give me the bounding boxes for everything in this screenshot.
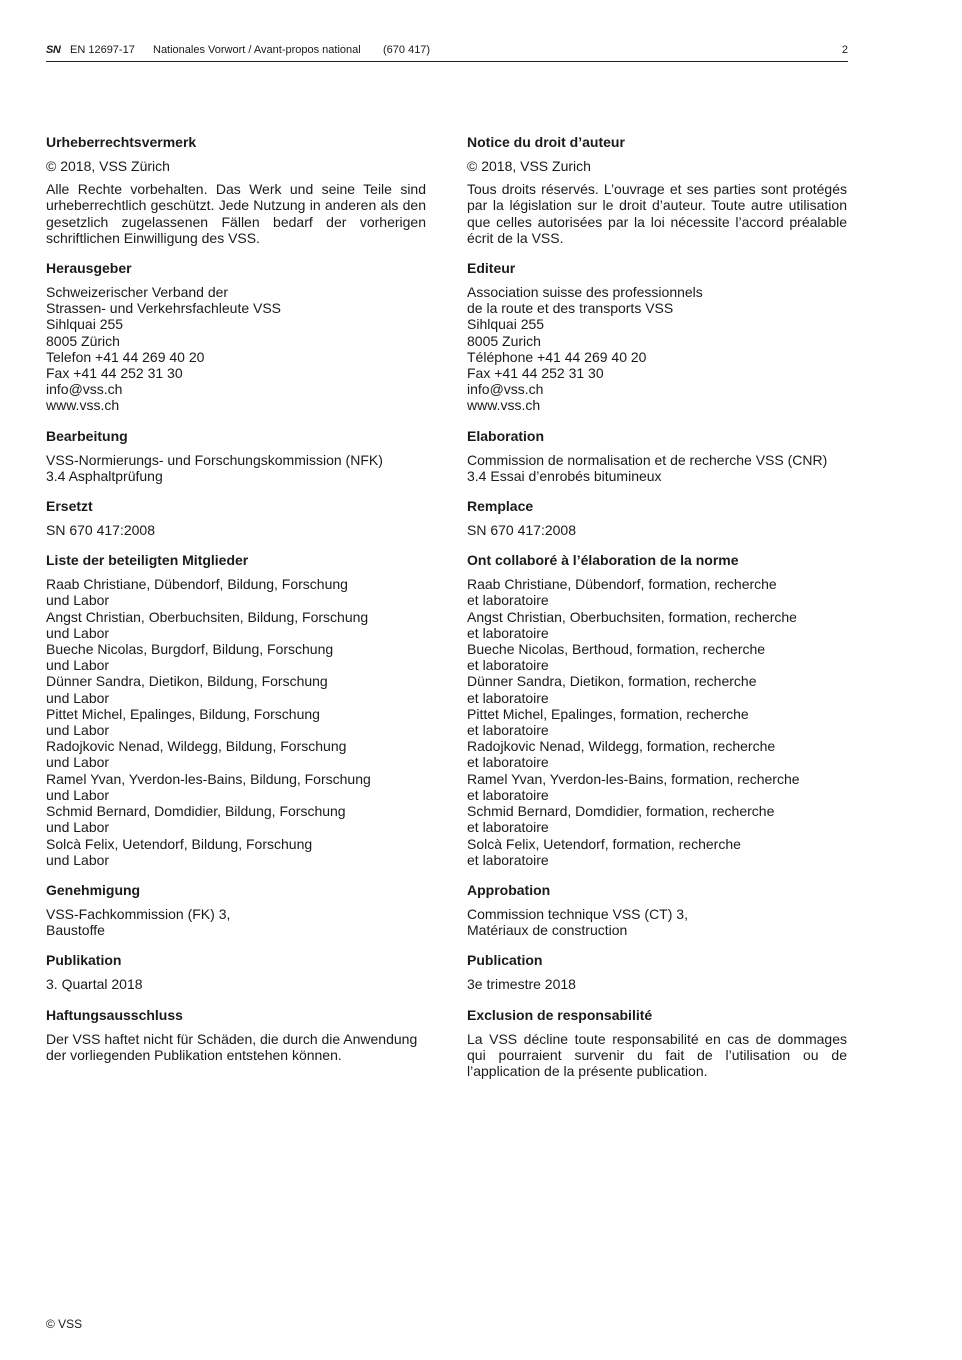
text-line: und Labor (46, 786, 110, 803)
disclaimer-section-de (46, 1007, 426, 1063)
page-number: 2 (841, 44, 848, 56)
text-line: info@vss.ch (46, 381, 123, 398)
text-line: et laboratoire (467, 851, 549, 868)
text-line: Sihlquai 255 (467, 316, 545, 333)
approval-section-de (46, 882, 426, 938)
section-heading: Bearbeitung (46, 427, 128, 444)
text-line: 3.4 Asphaltprüfung (46, 467, 163, 484)
section-heading: Genehmigung (46, 881, 141, 898)
copyright-section-de (46, 134, 426, 246)
text-line: Association suisse des professionnels (467, 284, 703, 301)
text-line: 3. Quartal 2018 (46, 976, 143, 993)
text-line: und Labor (46, 657, 110, 674)
text-line: und Labor (46, 851, 110, 868)
replaces-lines (467, 522, 847, 538)
text-line: 8005 Zürich (46, 332, 120, 349)
editing-section-fr (467, 428, 847, 484)
text-line: info@vss.ch (467, 381, 544, 398)
text-line: et laboratoire (467, 689, 549, 706)
copyright-text: Tous droits réservés. L’ouvrage et ses parties sont protégés par la législation sur le droit d’auteur. Toute autre utilisation que celles autorisées par la loi nécessite l’accord préalable écrit de la VSS. (467, 181, 847, 246)
text-line: 3.4 Essai d’enrobés bitumineux (467, 467, 662, 484)
section-heading: Haftungsausschluss (46, 1006, 183, 1023)
text-line: Fax +41 44 252 31 30 (467, 365, 604, 382)
text-line: Bueche Nicolas, Berthoud, formation, recherche (467, 641, 766, 658)
text-line: Strassen- und Verkehrsfachleute VSS (46, 300, 282, 317)
publisher-section-de (46, 260, 426, 414)
section-heading: Elaboration (467, 427, 545, 444)
text-line: www.vss.ch (467, 397, 541, 414)
text-line: Raab Christiane, Dübendorf, Bildung, Forschung (46, 576, 348, 593)
text-line: und Labor (46, 754, 110, 771)
page-header (46, 43, 848, 62)
text-line: www.vss.ch (46, 397, 120, 414)
section-heading: Liste der beteiligten Mitglieder (46, 552, 249, 569)
text-line: Schweizerischer Verband der (46, 284, 229, 301)
text-line: Dünner Sandra, Dietikon, formation, recherche (467, 673, 757, 690)
section-heading: Herausgeber (46, 260, 132, 277)
publication-lines (467, 976, 847, 992)
copyright-line: © 2018, VSS Zurich (467, 158, 591, 174)
national-number: (670 417) (383, 44, 431, 56)
section-heading: Approbation (467, 881, 551, 898)
text-line: und Labor (46, 624, 110, 641)
section-heading: Urheberrechtsvermerk (46, 134, 197, 150)
approval-lines (467, 906, 847, 938)
text-line: Baustoffe (46, 922, 105, 939)
copyright-section-fr (467, 134, 847, 246)
french-column (467, 134, 847, 1093)
text-line: Der VSS haftet nicht für Schäden, die durch die Anwendung (46, 1030, 418, 1047)
section-heading: Publikation (46, 952, 122, 969)
sn-logo: SN (46, 44, 61, 56)
editing-lines (467, 452, 847, 484)
text-line: et laboratoire (467, 819, 549, 836)
text-line: 8005 Zurich (467, 332, 541, 349)
text-line: et laboratoire (467, 754, 549, 771)
text-line: Angst Christian, Oberbuchsiten, Bildung, Forschung (46, 608, 369, 625)
header-title: Nationales Vorwort / Avant-propos national (153, 44, 361, 56)
members-lines (467, 576, 847, 868)
section-heading: Notice du droit d’auteur (467, 134, 625, 150)
text-line: Dünner Sandra, Dietikon, Bildung, Forschung (46, 673, 328, 690)
text-line: et laboratoire (467, 657, 549, 674)
copyright-line: © 2018, VSS Zürich (46, 158, 170, 174)
text-line: Telefon +41 44 269 40 20 (46, 348, 205, 365)
text-line: Ramel Yvan, Yverdon-les-Bains, Bildung, Forschung (46, 770, 371, 787)
text-line: Commission technique VSS (CT) 3, (467, 905, 688, 922)
publication-section-fr (467, 952, 847, 992)
section-heading: Remplace (467, 498, 534, 515)
text-line: et laboratoire (467, 722, 549, 739)
disclaimer-section-fr (467, 1007, 847, 1080)
text-line: Pittet Michel, Epalinges, formation, recherche (467, 705, 749, 722)
text-line: Téléphone +41 44 269 40 20 (467, 348, 647, 365)
text-line: und Labor (46, 722, 110, 739)
text-line: Raab Christiane, Dübendorf, formation, recherche (467, 576, 777, 593)
text-line: und Labor (46, 689, 110, 706)
text-line: et laboratoire (467, 624, 549, 641)
publisher-lines (467, 284, 847, 414)
disclaimer-lines (46, 1031, 426, 1063)
text-line: Bueche Nicolas, Burgdorf, Bildung, Forschung (46, 641, 334, 658)
text-line: de la route et des transports VSS (467, 300, 674, 317)
standard-number: EN 12697-17 (70, 44, 135, 56)
text-line: der vorliegenden Publikation entstehen können. (46, 1046, 342, 1063)
text-line: Angst Christian, Oberbuchsiten, formation, recherche (467, 608, 797, 625)
text-line: Pittet Michel, Epalinges, Bildung, Forschung (46, 705, 320, 722)
text-line: Radojkovic Nenad, Wildegg, formation, recherche (467, 738, 776, 755)
publisher-lines (46, 284, 426, 414)
text-line: 3e trimestre 2018 (467, 976, 576, 993)
text-line: Radojkovic Nenad, Wildegg, Bildung, Forschung (46, 738, 347, 755)
approval-lines (46, 906, 426, 938)
german-column (46, 134, 426, 1077)
text-line: Solcà Felix, Uetendorf, formation, recherche (467, 835, 741, 852)
publication-lines (46, 976, 426, 992)
replaces-section-fr (467, 498, 847, 538)
text-line: Ramel Yvan, Yverdon-les-Bains, formation, recherche (467, 770, 800, 787)
section-heading: Ont collaboré à l’élaboration de la norme (467, 552, 739, 569)
text-line: Schmid Bernard, Domdidier, formation, recherche (467, 803, 775, 820)
text-line: und Labor (46, 819, 110, 836)
text-line: VSS-Normierungs- und Forschungskommission (NFK) (46, 451, 383, 468)
publication-section-de (46, 952, 426, 992)
text-line: Schmid Bernard, Domdidier, Bildung, Forschung (46, 803, 346, 820)
text-line: Solcà Felix, Uetendorf, Bildung, Forschung (46, 835, 313, 852)
disclaimer-text: La VSS décline toute responsabilité en cas de dommages qui pourraient survenir du fait de l’utilisation ou de l’application de la présente publication. (467, 1030, 847, 1079)
replaces-section-de (46, 498, 426, 538)
publisher-section-fr (467, 260, 847, 414)
editing-section-de (46, 428, 426, 484)
text-line: Commission de normalisation et de recherche VSS (CNR) (467, 451, 828, 468)
copyright-text: Alle Rechte vorbehalten. Das Werk und seine Teile sind urheberrechtlich geschützt. Jede Nutzung in anderen als den gesetzlich zugelassenen Fällen bedarf der vorherigen schriftlichen Einwilligung des VSS. (46, 181, 426, 246)
text-line: Sihlquai 255 (46, 316, 124, 333)
text-line: VSS-Fachkommission (FK) 3, (46, 905, 231, 922)
members-lines (46, 576, 426, 868)
section-heading: Editeur (467, 260, 516, 277)
text-line: SN 670 417:2008 (46, 522, 155, 539)
text-line: et laboratoire (467, 592, 549, 609)
text-line: Fax +41 44 252 31 30 (46, 365, 183, 382)
text-line: SN 670 417:2008 (467, 522, 576, 539)
replaces-lines (46, 522, 426, 538)
section-heading: Exclusion de responsabilité (467, 1006, 653, 1023)
page-footer: © VSS (46, 1317, 83, 1331)
text-line: und Labor (46, 592, 110, 609)
text-line: Matériaux de construction (467, 922, 628, 939)
editing-lines (46, 452, 426, 484)
section-heading: Ersetzt (46, 498, 93, 515)
members-section-de (46, 552, 426, 868)
approval-section-fr (467, 882, 847, 938)
text-line: et laboratoire (467, 786, 549, 803)
section-heading: Publication (467, 952, 543, 969)
members-section-fr (467, 552, 847, 868)
